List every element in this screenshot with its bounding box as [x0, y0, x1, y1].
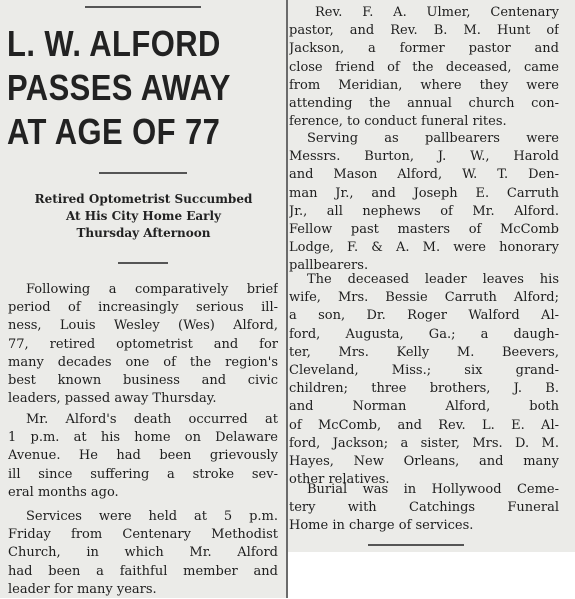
headline-line: PASSES AWAY [7, 67, 231, 108]
paragraph-officiants [289, 4, 559, 131]
text-line: Home in charge of services. [289, 518, 474, 534]
text-line: and Norman Alford, both [289, 399, 559, 415]
text-line: Fellow past masters of McComb [289, 222, 559, 238]
paragraph-burial [289, 481, 559, 536]
text-line: eral months ago. [8, 484, 119, 500]
text-line: The deceased leader leaves his [307, 272, 559, 287]
text-line: Mr. Alford's death occurred at [26, 412, 278, 427]
paragraph-death [8, 411, 278, 502]
text-line: Friday from Centenary Methodist [8, 527, 278, 543]
paragraph-illness [8, 281, 278, 408]
subheadline-line: Retired Optometrist Succumbed [34, 192, 253, 206]
text-line: children; three brothers, J. B. [289, 381, 559, 397]
text-line: wife, Mrs. Bessie Carruth Alford; [289, 290, 559, 306]
subheadline-line: At His City Home Early [65, 209, 222, 223]
text-line: a son, Dr. Roger Walford Al- [289, 308, 559, 324]
text-line: Jackson, a former pastor and [289, 41, 559, 57]
text-line: man Jr., and Joseph E. Carruth [289, 185, 559, 201]
text-line: Services were held at 5 p.m. [26, 509, 278, 524]
text-line: ter, Mrs. Kelly M. Beevers, [289, 344, 559, 360]
paragraph-services [8, 508, 278, 599]
headline-rule [99, 172, 187, 174]
text-line: and Mason Alford, W. T. Den- [289, 167, 559, 183]
text-line: Avenue. He had been grievously [8, 448, 278, 464]
text-line: many decades one of the region's [8, 354, 278, 370]
text-line: leaders, passed away Thursday. [8, 391, 217, 407]
paragraph-pallbearers [289, 130, 559, 276]
text-line: Rev. F. A. Ulmer, Centenary [315, 5, 559, 20]
text-line: Messrs. Burton, J. W., Harold [289, 149, 559, 165]
text-line: pallbearers. [289, 258, 369, 274]
headline-line: L. W. ALFORD [7, 23, 221, 64]
text-line: ill since suffering a stroke sev- [8, 466, 278, 482]
text-line: 77, retired optometrist and for [8, 336, 278, 352]
text-line: leader for many years. [8, 581, 157, 597]
text-line: Burial was in Hollywood Ceme- [307, 482, 559, 497]
paragraph-survivors [289, 271, 559, 489]
text-line: Serving as pallbearers were [307, 131, 559, 146]
subheadline [4, 191, 283, 242]
text-line: from Meridian, where they were [289, 77, 559, 93]
subheadline-line: Thursday Afternoon [76, 226, 211, 240]
headline-line: AT AGE OF 77 [7, 111, 221, 152]
end-rule [368, 544, 464, 546]
text-line: ford, Augusta, Ga.; a daugh- [289, 326, 559, 342]
text-line: ness, Louis Wesley (Wes) Alford, [8, 318, 278, 334]
text-line: Church, in which Mr. Alford [8, 545, 278, 561]
text-line: ference, to conduct funeral rites. [289, 114, 507, 130]
text-line: had been a faithful member and [8, 563, 278, 579]
text-line: period of increasingly serious ill- [8, 300, 278, 316]
top-rule [85, 6, 201, 8]
text-line: attending the annual church con- [289, 96, 559, 112]
text-line: Cleveland, Miss.; six grand- [289, 363, 559, 379]
text-line: pastor, and Rev. B. M. Hunt of [289, 23, 559, 39]
text-line: Hayes, New Orleans, and many [289, 454, 559, 470]
text-line: best known business and civic [8, 373, 278, 389]
text-line: Jr., all nephews of Mr. Alford. [289, 203, 559, 219]
text-line: Following a comparatively brief [26, 282, 278, 297]
text-line: Lodge, F. & A. M. were honorary [289, 240, 559, 256]
text-line: close friend of the deceased, came [289, 59, 559, 75]
text-line: ford, Jackson; a sister, Mrs. D. M. [289, 435, 559, 451]
headline [7, 22, 244, 154]
text-line: tery with Catchings Funeral [289, 500, 559, 516]
text-line: of McComb, and Rev. L. E. Al- [289, 417, 559, 433]
subhead-rule [118, 262, 168, 264]
column-divider [286, 0, 288, 598]
text-line: 1 p.m. at his home on Delaware [8, 430, 278, 446]
text-line: other relatives. [289, 472, 390, 488]
